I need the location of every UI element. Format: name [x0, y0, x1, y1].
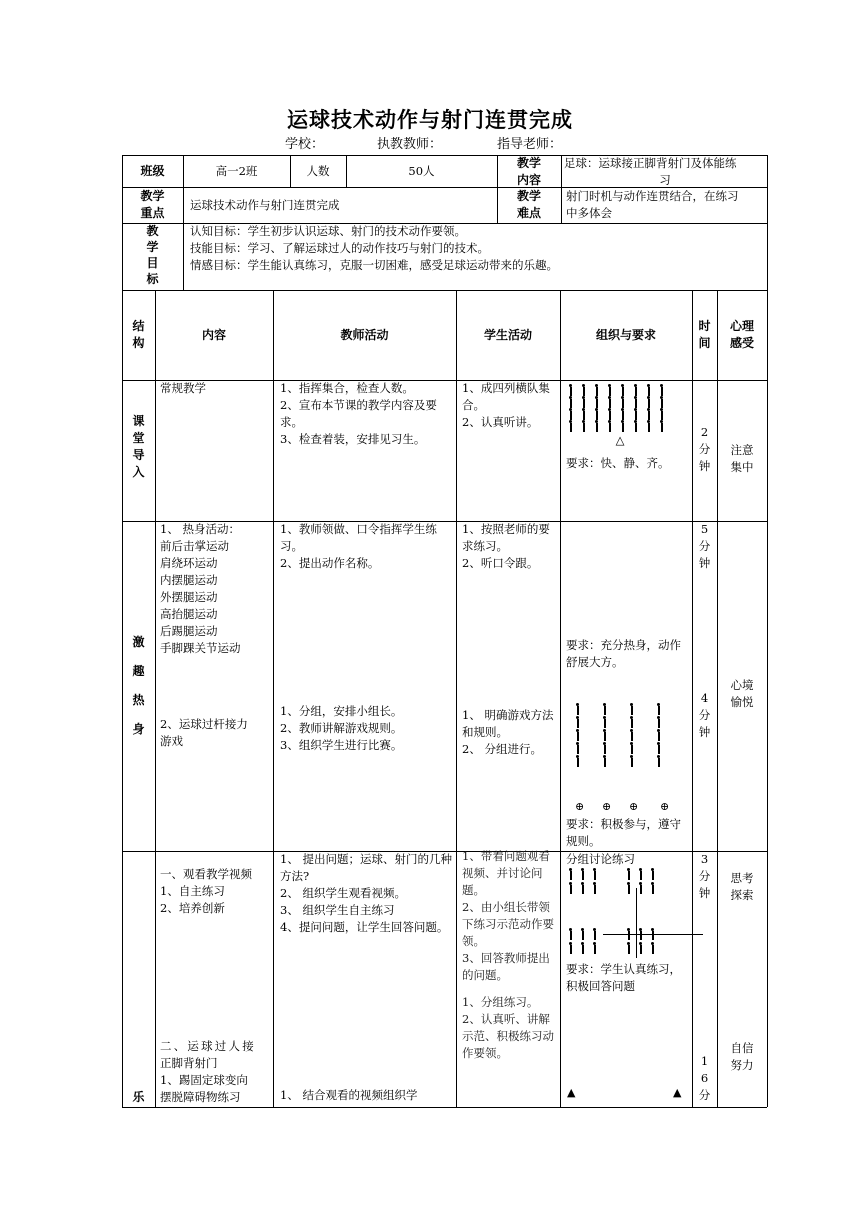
student-figure-icon [581, 420, 586, 432]
advisor-label: 指导老师： [497, 137, 563, 152]
student-figure-icon [646, 408, 651, 420]
header-structure: 结 构 [132, 319, 145, 350]
student-figure-icon [629, 742, 634, 754]
fun-teacher-b: 1、 结合观看的视频组织学 [280, 1088, 418, 1102]
student-figure-icon [646, 420, 651, 432]
class-label: 班级 [140, 164, 165, 178]
student-figure-icon [568, 928, 573, 940]
fun-student-b: 1、分组练习。 2、认真听、讲解示范、积极练习动作要领。 [462, 995, 554, 1060]
obstacle-markers [575, 800, 680, 816]
student-figure-icon [659, 396, 664, 408]
field-line [603, 934, 703, 935]
header-organization: 组织与要求 [595, 328, 656, 342]
student-figure-icon [656, 703, 661, 715]
fun-feeling-b: 自信 努力 [730, 1041, 754, 1072]
student-figure-icon [575, 716, 580, 728]
section-warmup-label: 激 趣 热 身 [132, 635, 145, 736]
header-content: 内容 [201, 328, 226, 342]
page-title: 运球技术动作与射门连贯完成 [287, 107, 573, 132]
student-figure-icon [602, 755, 607, 767]
student-figure-icon [580, 882, 585, 894]
student-figure-icon [633, 420, 638, 432]
student-figure-icon [575, 755, 580, 767]
student-figure-icon [633, 384, 638, 396]
warmup-time-b: 4 分 钟 [698, 691, 711, 739]
student-figure-icon [620, 384, 625, 396]
student-figure-icon [580, 942, 585, 954]
student-figure-icon [575, 742, 580, 754]
fun-time-b: 1 6 分 [698, 1054, 711, 1102]
student-figure-icon [646, 384, 651, 396]
focus-label: 教学 重点 [140, 189, 165, 220]
student-figure-icon [633, 408, 638, 420]
student-figure-icon [580, 868, 585, 880]
student-figure-icon [650, 942, 655, 954]
count-label: 人数 [306, 164, 330, 178]
warmup-teacher-a: 1、教师领做、口令指挥学生练习。 2、提出动作名称。 [280, 522, 437, 570]
student-figure-icon [568, 420, 573, 432]
student-figure-icon [568, 882, 573, 894]
student-figure-icon [581, 396, 586, 408]
teacher-triangle-icon: △ [615, 433, 625, 447]
subtitle-line [285, 133, 562, 152]
student-figure-icon [602, 703, 607, 715]
intro-content: 常规教学 [160, 381, 206, 395]
student-figure-icon [607, 408, 612, 420]
student-figure-icon [568, 396, 573, 408]
intro-time: 2 分 钟 [698, 425, 711, 473]
fun-content-a: 一、观看教学视频 1、自主练习 2、培养创新 [160, 867, 252, 915]
content-label: 教学 内容 [516, 156, 541, 187]
student-figure-icon [575, 729, 580, 741]
student-figure-icon [580, 928, 585, 940]
student-figure-icon [575, 703, 580, 715]
section-intro-label: 课 堂 导 入 [132, 414, 145, 479]
warmup-content-a: 1、 热身活动： 前后击掌运动 肩绕环运动 内摆腿运动 外摆腿运动 高抬腿运动 后踢腿运动 手脚踝关节运动 [160, 522, 241, 655]
obstacle-marker-icon: ⊕ [660, 800, 670, 813]
student-figure-icon [594, 420, 599, 432]
student-figure-icon [620, 408, 625, 420]
student-figure-icon [656, 742, 661, 754]
fun-time-a: 3 分 钟 [698, 852, 711, 900]
student-figure-icon [629, 755, 634, 767]
difficulty-label: 教学 难点 [516, 189, 541, 220]
warmup-feeling: 心境 愉悦 [730, 678, 754, 709]
count-value: 50人 [408, 164, 435, 178]
intro-feeling: 注意 集中 [730, 443, 754, 474]
class-value: 高一2班 [215, 164, 258, 178]
student-figure-icon [659, 384, 664, 396]
student-figure-icon [646, 396, 651, 408]
student-figure-icon [568, 408, 573, 420]
student-figure-icon [607, 396, 612, 408]
warmup-time-a: 5 分 钟 [698, 522, 711, 570]
student-figure-icon [638, 942, 643, 954]
student-figure-icon [656, 729, 661, 741]
intro-requirement: 要求：快、静、齐。 [566, 456, 670, 470]
fun-org-title: 分组讨论练习 [566, 852, 635, 866]
section-fun-label: 乐 [132, 1090, 145, 1104]
formation-group-discussion [568, 868, 703, 958]
student-figure-icon [602, 716, 607, 728]
student-figure-icon [602, 742, 607, 754]
fun-teacher-a: 1、 提出问题；运球、射门的几种方法? 2、 组织学生观看视频。 3、 组织学生自主练习 4、提问问题，让学生回答问题。 [280, 852, 452, 934]
header-time: 时 间 [698, 319, 711, 350]
obstacle-marker-icon: ⊕ [602, 800, 612, 813]
student-figure-icon [650, 868, 655, 880]
content-value: 足球：运球接正脚背射门及体能练 习 [564, 156, 737, 187]
teacher-label: 执教教师： [377, 137, 443, 152]
goal-cognitive: 认知目标：学生初步认识运球、射门的技术动作要领。 [190, 224, 466, 238]
student-figure-icon [626, 882, 631, 894]
student-figure-icon [659, 420, 664, 432]
student-figure-icon [659, 408, 664, 420]
student-figure-icon [568, 868, 573, 880]
student-figure-icon [638, 868, 643, 880]
fun-student-a: 1、带着问题观看视频、并讨论问题。 2、由小组长带领下练习示范动作要领。 3、回答教师提出的问题。 [462, 849, 554, 982]
header-psychology: 心理 感受 [729, 319, 754, 350]
warmup-student-b: 1、 明确游戏方法和规则。 2、 分组进行。 [462, 708, 554, 756]
obstacle-marker-icon: ⊕ [575, 800, 585, 813]
warmup-teacher-b: 1、分组，安排小组长。 2、教师讲解游戏规则。 3、组织学生进行比赛。 [280, 704, 403, 752]
student-figure-icon [656, 716, 661, 728]
fun-requirement: 要求：学生认真练习，积极回答问题 [566, 962, 681, 993]
cone-icon-right: ▲ [673, 1086, 682, 1099]
student-figure-icon [594, 396, 599, 408]
intro-teacher-activity: 1、指挥集合，检查人数。 2、宣布本节课的教学内容及要求。 3、检查着装，安排见习生。 [280, 381, 437, 446]
student-figure-icon [594, 384, 599, 396]
formation-relay-columns [575, 703, 670, 771]
student-figure-icon [592, 882, 597, 894]
student-figure-icon [592, 868, 597, 880]
warmup-requirement-b: 要求：积极参与，遵守规则。 [566, 817, 681, 848]
student-figure-icon [629, 716, 634, 728]
intro-student-activity: 1、成四列横队集合。 2、认真听讲。 [462, 381, 550, 429]
student-figure-icon [581, 408, 586, 420]
school-label: 学校： [285, 137, 325, 152]
student-figure-icon [629, 703, 634, 715]
student-figure-icon [568, 384, 573, 396]
student-figure-icon [592, 942, 597, 954]
student-figure-icon [629, 729, 634, 741]
student-figure-icon [620, 396, 625, 408]
fun-content-b: 二、运球过人接 正脚背射门 1、踢固定球变向 摆脱障碍物练习 [160, 1039, 256, 1104]
focus-value: 运球技术动作与射门连贯完成 [190, 198, 340, 212]
student-figure-icon [607, 384, 612, 396]
warmup-content-b: 2、运球过杆接力 游戏 [160, 717, 248, 748]
field-line [636, 888, 637, 958]
student-figure-icon [633, 396, 638, 408]
goals-list [190, 223, 765, 274]
goals-label: 教 学 目 标 [146, 224, 159, 286]
goal-skill: 技能目标：学习、了解运球过人的动作技巧与射门的技术。 [190, 241, 489, 255]
student-figure-icon [594, 408, 599, 420]
formation-four-rows [568, 384, 678, 434]
student-figure-icon [602, 729, 607, 741]
difficulty-value: 射门时机与动作连贯结合，在练习 中多体会 [566, 189, 739, 220]
student-figure-icon [650, 882, 655, 894]
student-figure-icon [638, 882, 643, 894]
warmup-student-a: 1、按照老师的要求练习。 2、听口令跟。 [462, 522, 550, 570]
obstacle-marker-icon: ⊕ [629, 800, 639, 813]
student-figure-icon [607, 420, 612, 432]
student-figure-icon [592, 928, 597, 940]
goal-emotion: 情感目标：学生能认真练习，克服一切困难，感受足球运动带来的乐趣。 [190, 258, 558, 272]
student-figure-icon [626, 868, 631, 880]
student-figure-icon [620, 420, 625, 432]
header-student: 学生活动 [483, 328, 532, 342]
header-teacher: 教师活动 [340, 328, 389, 342]
cone-icon-left: ▲ [567, 1086, 576, 1099]
student-figure-icon [581, 384, 586, 396]
student-figure-icon [568, 942, 573, 954]
student-figure-icon [626, 942, 631, 954]
fun-feeling-a: 思考 探索 [730, 871, 754, 902]
student-figure-icon [656, 755, 661, 767]
warmup-requirement-a: 要求：充分热身，动作舒展大方。 [566, 638, 681, 669]
